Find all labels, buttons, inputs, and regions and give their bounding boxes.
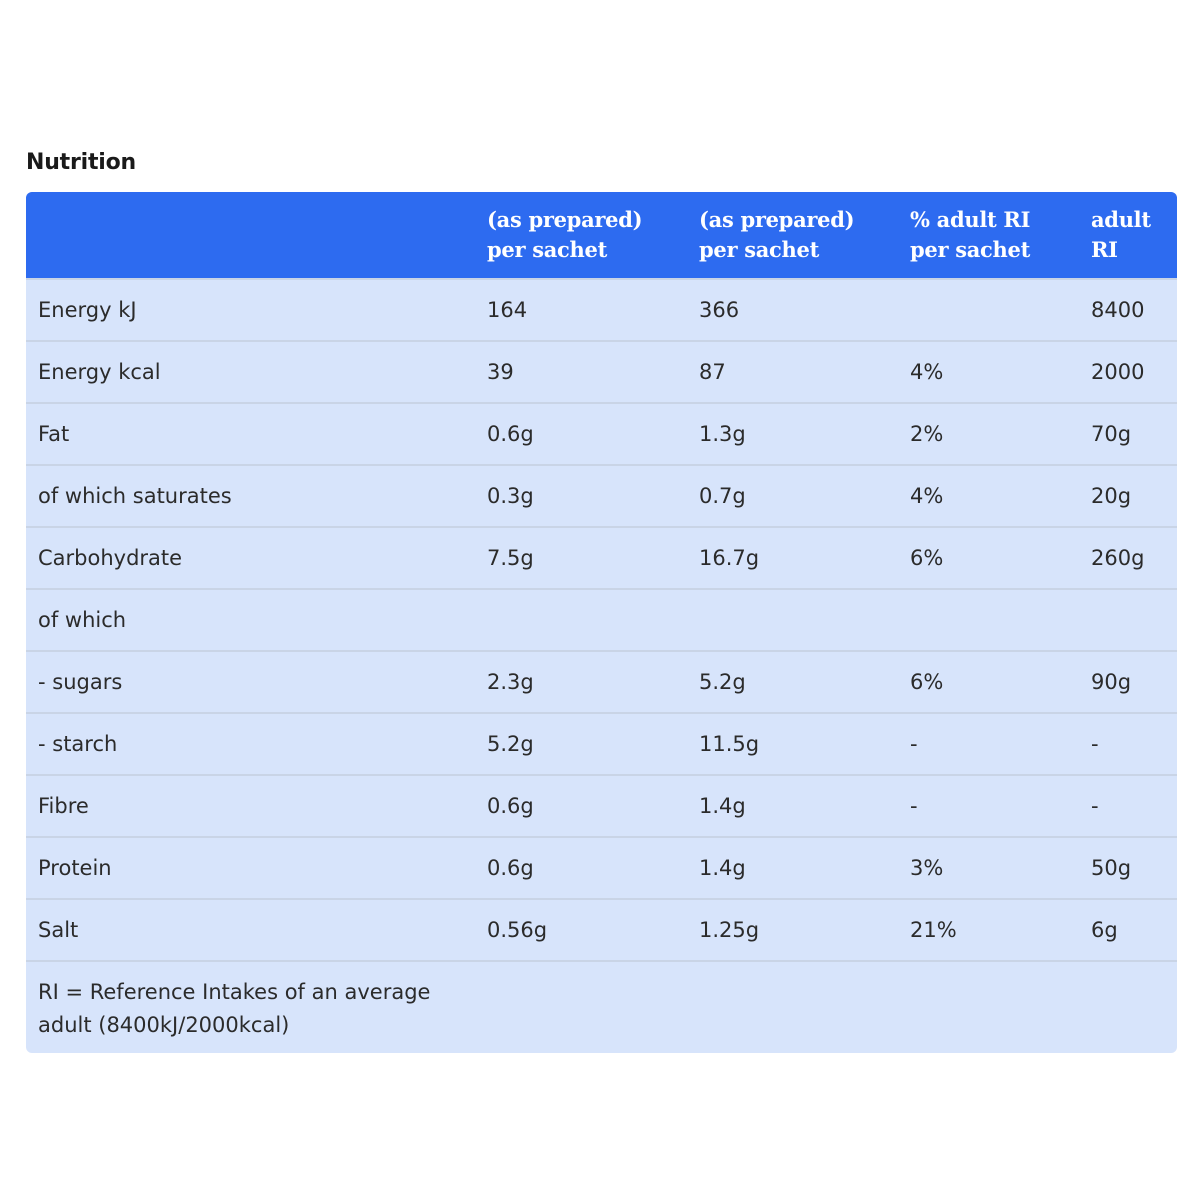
value-cell: 366 <box>699 298 740 322</box>
value-cell: 0.6g <box>487 856 534 880</box>
value-cell: 5.2g <box>487 732 534 756</box>
nutrient-name: Carbohydrate <box>38 546 183 570</box>
nutrient-name: Salt <box>38 918 79 942</box>
table-row <box>26 775 1177 837</box>
footnote-cell <box>26 961 1177 1053</box>
value-cell: 6% <box>910 546 944 570</box>
table-row <box>26 899 1177 961</box>
table-row <box>26 279 1177 341</box>
table-row <box>26 341 1177 403</box>
nutrient-name: Energy kcal <box>38 360 161 384</box>
value-cell <box>475 589 687 651</box>
value-cell: 7.5g <box>487 546 534 570</box>
page-title: Nutrition <box>26 150 137 175</box>
table-row <box>26 589 1177 651</box>
value-cell: 1.25g <box>699 918 760 942</box>
value-cell: 4% <box>910 360 944 384</box>
header-line: (as prepared) <box>487 207 643 232</box>
value-cell: 2.3g <box>487 670 534 694</box>
nutrient-name: - sugars <box>38 670 123 694</box>
table-row <box>26 465 1177 527</box>
header-cell-nutrient <box>26 192 475 279</box>
nutrition-table <box>26 192 1177 1053</box>
value-cell: 6g <box>1091 918 1118 942</box>
header-line: per sachet <box>487 237 607 262</box>
value-cell <box>1079 589 1177 651</box>
header-line: per sachet <box>910 237 1030 262</box>
value-cell: 6% <box>910 670 944 694</box>
header-cell-percent-ri <box>898 192 1079 279</box>
value-cell: 0.6g <box>487 422 534 446</box>
value-cell: - <box>910 732 918 756</box>
value-cell: 4% <box>910 484 944 508</box>
footnote-row <box>26 961 1177 1053</box>
header-cell-adult-ri <box>1079 192 1177 279</box>
header-line: adult <box>1091 207 1151 232</box>
value-cell: 0.56g <box>487 918 548 942</box>
value-cell: 2000 <box>1091 360 1145 384</box>
header-line: RI <box>1091 237 1118 262</box>
value-cell: 70g <box>1091 422 1132 446</box>
value-cell <box>898 589 1079 651</box>
value-cell: - <box>910 794 918 818</box>
value-cell: 1.3g <box>699 422 746 446</box>
nutrient-name: Protein <box>38 856 112 880</box>
nutrient-name: Fat <box>38 422 70 446</box>
value-cell: 3% <box>910 856 944 880</box>
value-cell: 5.2g <box>699 670 746 694</box>
table-row <box>26 527 1177 589</box>
table-row <box>26 837 1177 899</box>
value-cell <box>898 279 1079 341</box>
header-line: % adult RI <box>910 207 1031 232</box>
value-cell: 1.4g <box>699 794 746 818</box>
table-row <box>26 403 1177 465</box>
value-cell: 8400 <box>1091 298 1145 322</box>
footnote-text: RI = Reference Intakes of an average adult (8400kJ/2000kcal) <box>38 979 431 1037</box>
header-cell-per-sachet-2 <box>687 192 898 279</box>
value-cell: 2% <box>910 422 944 446</box>
value-cell: 20g <box>1091 484 1132 508</box>
value-cell: 39 <box>487 360 514 384</box>
table-row <box>26 651 1177 713</box>
nutrient-name: Energy kJ <box>38 298 137 322</box>
value-cell: 50g <box>1091 856 1132 880</box>
value-cell: 87 <box>699 360 726 384</box>
nutrient-name: of which saturates <box>38 484 232 508</box>
value-cell: - <box>1091 794 1099 818</box>
value-cell: 16.7g <box>699 546 760 570</box>
value-cell: - <box>1091 732 1099 756</box>
value-cell: 90g <box>1091 670 1132 694</box>
header-line: per sachet <box>699 237 819 262</box>
table-row <box>26 713 1177 775</box>
nutrient-name: - starch <box>38 732 118 756</box>
value-cell <box>687 589 898 651</box>
value-cell: 0.3g <box>487 484 534 508</box>
nutrient-name: of which <box>38 608 127 632</box>
nutrient-name: Fibre <box>38 794 89 818</box>
value-cell: 260g <box>1091 546 1145 570</box>
value-cell: 1.4g <box>699 856 746 880</box>
value-cell: 21% <box>910 918 957 942</box>
header-line: (as prepared) <box>699 207 855 232</box>
value-cell: 0.6g <box>487 794 534 818</box>
value-cell: 164 <box>487 298 528 322</box>
value-cell: 0.7g <box>699 484 746 508</box>
header-cell-per-sachet-1 <box>475 192 687 279</box>
table-header-row <box>26 192 1177 279</box>
value-cell: 11.5g <box>699 732 760 756</box>
